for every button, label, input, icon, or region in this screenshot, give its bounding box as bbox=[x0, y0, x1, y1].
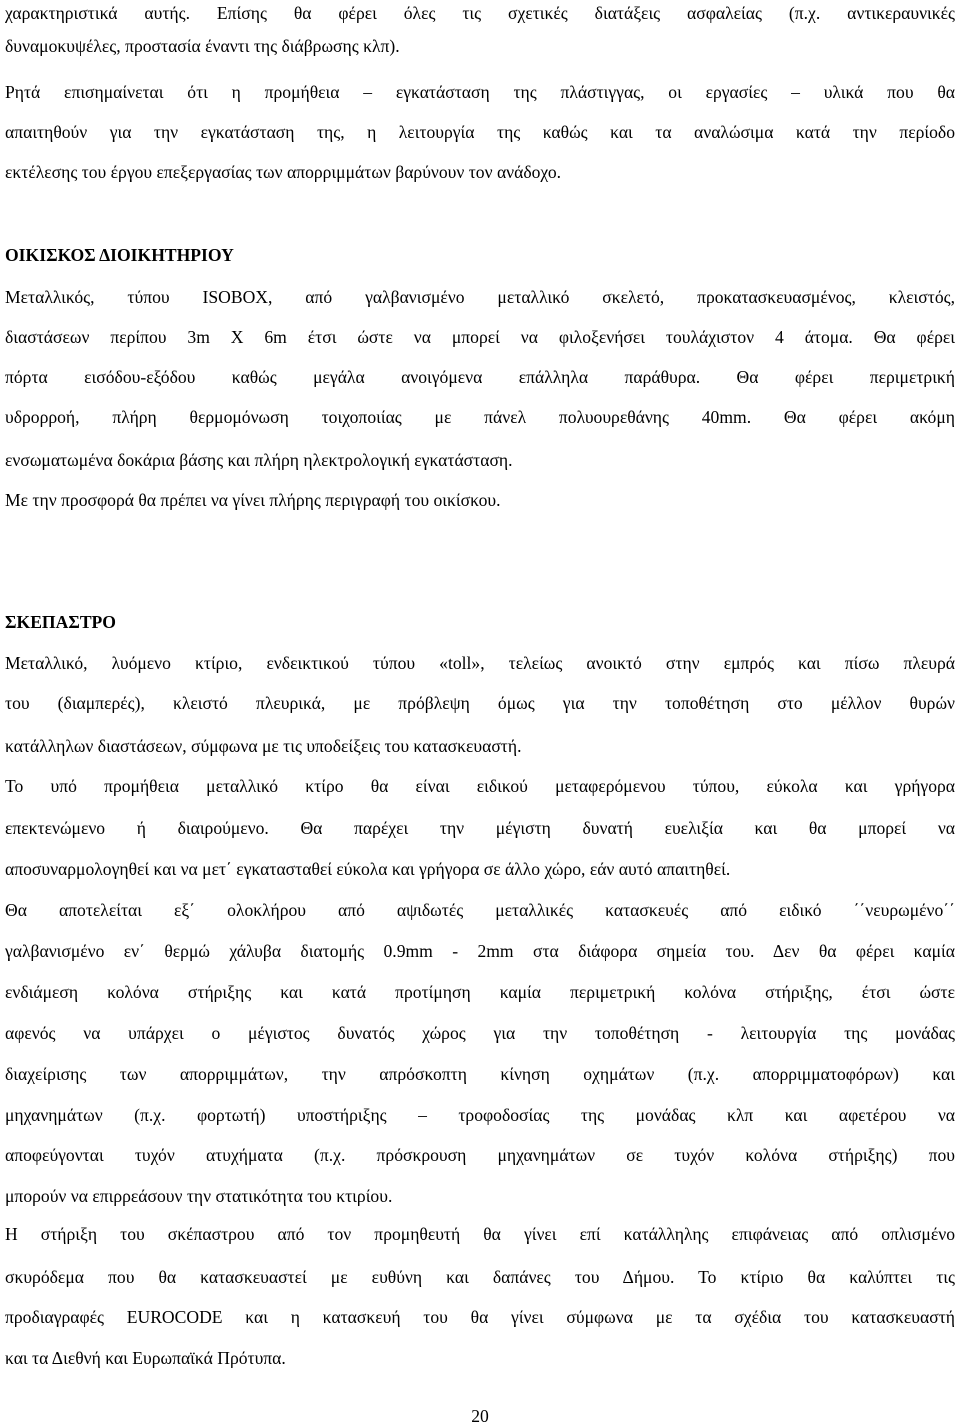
paragraph-line: ενδιάμεση κολόνα στήριξης και κατά προτίμηση καμία περιμετρική κολόνα στήριξης, έτσι ώστε bbox=[5, 982, 955, 1002]
page-number: 20 bbox=[471, 1406, 489, 1426]
paragraph-line: Μεταλλικός, τύπου ISOBOX, από γαλβανισμένο μεταλλικό σκελετό, προκατασκευασμένος, κλειστός, bbox=[5, 287, 955, 307]
section-heading-office: ΟΙΚΙΣΚΟΣ ΔΙΟΙΚΗΤΗΡΙΟΥ bbox=[5, 245, 234, 265]
paragraph-line: κατάλληλων διαστάσεων, σύμφωνα με τις υποδείξεις του κατασκευαστή. bbox=[5, 736, 522, 756]
paragraph-line: Το υπό προμήθεια μεταλλικό κτίρο θα είναι ειδικού μεταφερόμενου τύπου, εύκολα και γρήγορα bbox=[5, 776, 955, 796]
paragraph-line: αποφεύγονται τυχόν ατυχήματα (π.χ. πρόσκρουση μηχανημάτων σε τυχόν κολόνα στήριξης) που bbox=[5, 1145, 955, 1165]
intro-line: χαρακτηριστικά αυτής. Επίσης θα φέρει όλες τις σχετικές διατάξεις ασφαλείας (π.χ. αντικεραυνικές bbox=[5, 3, 955, 23]
section-heading-shelter: ΣΚΕΠΑΣΤΡΟ bbox=[5, 612, 116, 632]
paragraph-line: Θα αποτελείται εξ΄ ολοκλήρου από αψιδωτές μεταλλικές κατασκευές από ειδικό ΄΄νευρωμένο΄΄ bbox=[5, 900, 955, 920]
paragraph-line: Μεταλλικό, λυόμενο κτίριο, ενδεικτικού τύπου «toll», τελείως ανοικτό στην εμπρός και πίσω πλευρά bbox=[5, 653, 955, 673]
paragraph-line: και τα Διεθνή και Ευρωπαϊκά Πρότυπα. bbox=[5, 1348, 286, 1368]
paragraph-line: αφενός να υπάρχει ο μέγιστος δυνατός χώρος για την τοποθέτηση - λειτουργία της μονάδας bbox=[5, 1023, 955, 1043]
intro-line: εκτέλεσης του έργου επεξεργασίας των απορριμμάτων βαρύνουν τον ανάδοχο. bbox=[5, 162, 562, 182]
paragraph-line: Με την προσφορά θα πρέπει να γίνει πλήρης περιγραφή του οικίσκου. bbox=[5, 490, 501, 510]
paragraph-line: επεκτενώμενο ή διαιρούμενο. Θα παρέχει την μέγιστη δυνατή ευελιξία και θα μπορεί να bbox=[5, 818, 955, 838]
paragraph-line: πόρτα εισόδου-εξόδου καθώς μεγάλα ανοιγόμενα επάλληλα παράθυρα. Θα φέρει περιμετρική bbox=[5, 367, 955, 387]
paragraph-line: διαχείρισης των απορριμμάτων, την απρόσκοπτη κίνηση οχημάτων (π.χ. απορριμματοφόρων) και bbox=[5, 1064, 955, 1084]
paragraph-line: υδρορροή, πλήρη θερμομόνωση τοιχοποιίας με πάνελ πολυουρεθάνης 40mm. Θα φέρει ακόμη bbox=[5, 407, 955, 427]
paragraph-line: διαστάσεων περίπου 3m X 6m έτσι ώστε να μπορεί να φιλοξενήσει τουλάχιστον 4 άτομα. Θα φέρει bbox=[5, 327, 955, 347]
paragraph-line: γαλβανισμένο εν΄ θερμώ χάλυβα διατομής 0.9mm - 2mm στα διάφορα σημεία του. Δεν θα φέρει καμία bbox=[5, 941, 955, 961]
paragraph-line: σκυρόδεμα που θα κατασκευαστεί με ευθύνη και δαπάνες του Δήμου. Το κτίριο θα καλύπτει τις bbox=[5, 1267, 955, 1287]
paragraph-line: μπορούν να επιρρεάσουν την στατικότητα του κτιρίου. bbox=[5, 1186, 393, 1206]
paragraph-line: προδιαγραφές EUROCODE και η κατασκευή του θα γίνει σύμφωνα με τα σχέδια του κατασκευαστή bbox=[5, 1307, 955, 1327]
paragraph-line: ενσωματωμένα δοκάρια βάσης και πλήρη ηλεκτρολογική εγκατάσταση. bbox=[5, 450, 513, 470]
paragraph-line: μηχανημάτων (π.χ. φορτωτή) υποστήριξης – τροφοδοσίας της μονάδας κλπ και αφετέρου να bbox=[5, 1105, 955, 1125]
paragraph-line: Η στήριξη του σκέπαστρου από τον προμηθευτή θα γίνει επί κατάλληλης επιφάνειας από οπλισμένο bbox=[5, 1224, 955, 1244]
paragraph-line: του (διαμπερές), κλειστό πλευρικά, με πρόβλεψη όμως για την τοποθέτηση στο μέλλον θυρών bbox=[5, 693, 955, 713]
intro-line: Ρητά επισημαίνεται ότι η προμήθεια – εγκατάσταση της πλάστιγγας, οι εργασίες – υλικά που θα bbox=[5, 82, 955, 102]
paragraph-line: αποσυναρμολογηθεί και να μετ΄ εγκατασταθεί εύκολα και γρήγορα σε άλλο χώρο, εάν αυτό απαιτηθεί. bbox=[5, 859, 731, 879]
intro-line: δυναμοκυψέλες, προστασία έναντι της διάβρωσης κλπ). bbox=[5, 36, 400, 56]
intro-line: απαιτηθούν για την εγκατάσταση της, η λειτουργία της καθώς και τα αναλώσιμα κατά την περίοδο bbox=[5, 122, 955, 142]
